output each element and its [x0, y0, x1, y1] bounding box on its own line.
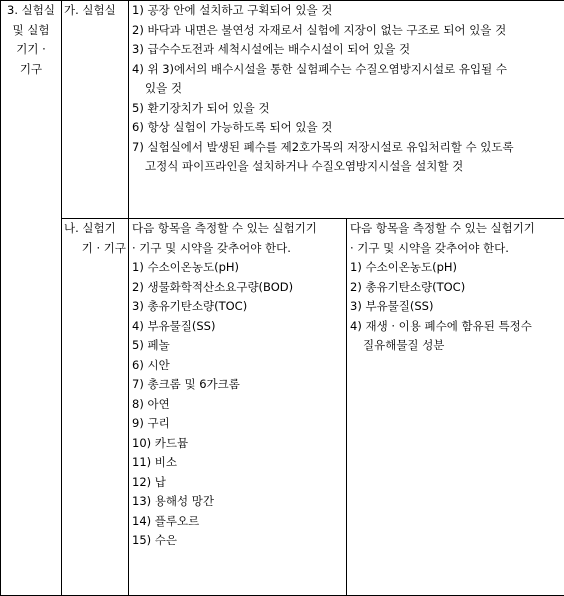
list-item: 2) 생물화학적산소요구량(BOD) — [132, 278, 343, 298]
list-item: 15) 수은 — [132, 531, 343, 551]
list-item: 2) 총유기탄소량(TOC) — [350, 278, 561, 298]
list-item: 3) 급수수도전과 세척시설에는 배수시설이 되어 있을 것 — [132, 40, 561, 60]
section-cell: 3. 실험실 및 실험 기기 · 기구 — [1, 1, 62, 596]
list-item: 7) 실험실에서 발생된 폐수를 제2호가목의 저장시설로 유입처리할 수 있도록 고정식 파이프라인을 설치하거나 수질오염방지시설을 설치할 것 — [132, 138, 561, 177]
list-item: 12) 납 — [132, 473, 343, 493]
list-item: 4) 위 3)에서의 배수시설을 통한 실험폐수는 수질오염방지시설로 유입될 수 있을 것 — [132, 60, 561, 99]
list-item: 5) 환기장치가 되어 있을 것 — [132, 99, 561, 119]
list-item: 2) 바닥과 내면은 불연성 자재로서 실험에 지장이 없는 구조로 되어 있을 것 — [132, 21, 561, 41]
sub-b-label-cell: 나. 실험기 기 · 기구 — [62, 219, 129, 596]
list-item: 3) 부유물질(SS) — [350, 297, 561, 317]
sub-a-content — [129, 1, 564, 219]
list-item: 10) 카드뮴 — [132, 434, 343, 454]
list-item: 1) 수소이온농도(pH) — [132, 258, 343, 278]
right-intro: 다음 항목을 측정할 수 있는 실험기기 — [350, 219, 561, 239]
list-item: 8) 아연 — [132, 395, 343, 415]
list-item: 6) 항상 실험이 가능하도록 되어 있을 것 — [132, 118, 561, 138]
section-title: 3. 실험실 — [2, 1, 60, 21]
list-item: 5) 페놀 — [132, 336, 343, 356]
sub-a-label: 가. 실험실 — [64, 1, 126, 21]
list-item: 4) 부유물질(SS) — [132, 317, 343, 337]
list-item: 13) 용해성 망간 — [132, 492, 343, 512]
list-item: 14) 플루오르 — [132, 512, 343, 532]
sub-a-label-cell — [62, 1, 129, 219]
left-intro: 다음 항목을 측정할 수 있는 실험기기 — [132, 219, 343, 239]
list-item: 1) 공장 안에 설치하고 구획되어 있을 것 — [132, 1, 561, 21]
list-item: 7) 총크롬 및 6가크롬 — [132, 375, 343, 395]
section-number: 3. — [7, 3, 18, 17]
sub-b-right-content: 다음 항목을 측정할 수 있는 실험기기 · 기구 및 시약을 갖추어야 한다. 1) 수소이온농도(pH) 2) 총유기탄소량(TOC) 3) 부유물질(SS) 4) 재생 · 이용 폐수에 함유된 특정수 질유해물질 성분 — [347, 219, 564, 596]
list-item: 3) 총유기탄소량(TOC) — [132, 297, 343, 317]
list-item: 4) 재생 · 이용 폐수에 함유된 특정수 질유해물질 성분 — [350, 317, 561, 356]
list-item: 9) 구리 — [132, 414, 343, 434]
sub-b-label: 나. 실험기 — [64, 219, 126, 239]
left-item-list — [132, 258, 343, 551]
list-item: 1) 수소이온농도(pH) — [350, 258, 561, 278]
sub-b-left-content: 다음 항목을 측정할 수 있는 실험기기 · 기구 및 시약을 갖추어야 한다. 1) 수소이온농도(pH) 2) 생물화학적산소요구량(BOD) 3) 총유기탄소량(TOC) 4) 부유물질(SS) 5) 페놀 6) 시안 7) 총크롬 및 6가크롬 8) 아연 9) 구리 10) 카드뮴 11) 비소 12) 납 13) 용해성 망간 14) 플루오르 15) 수은 — [129, 219, 347, 596]
list-item: 11) 비소 — [132, 453, 343, 473]
list-item: 6) 시안 — [132, 356, 343, 376]
